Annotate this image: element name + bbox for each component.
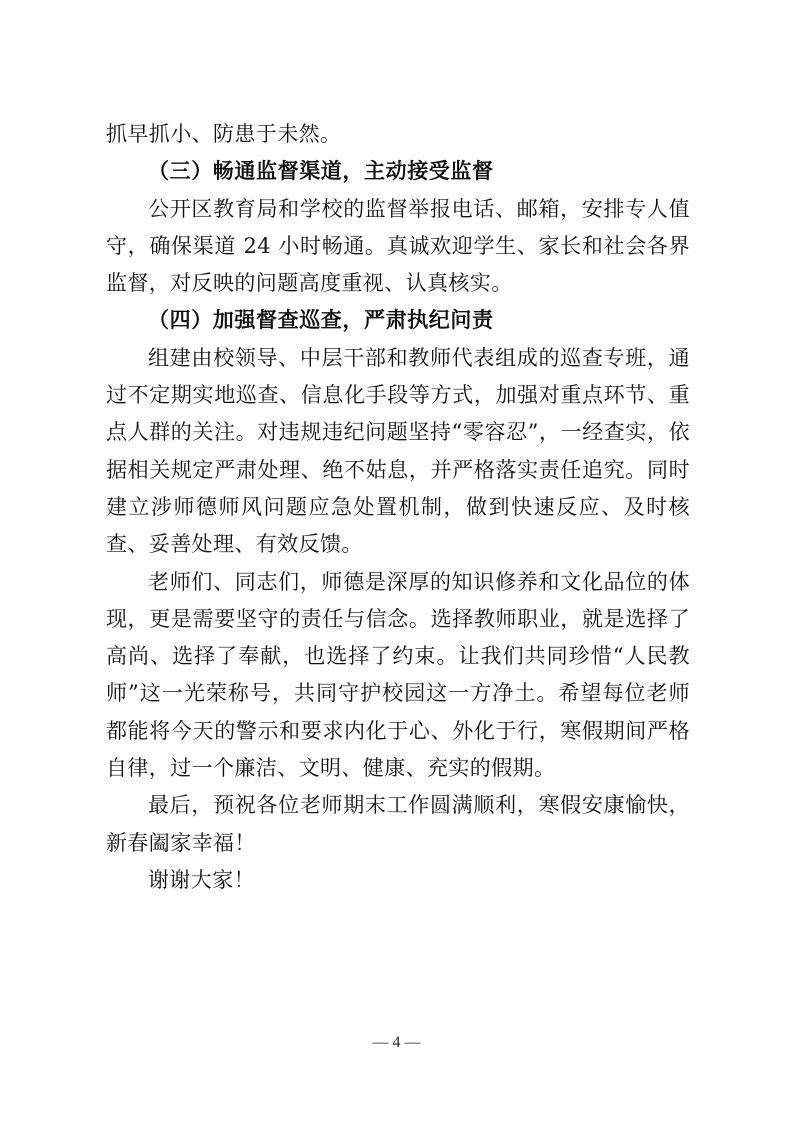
continuation-paragraph: 抓早抓小、防患于未然。 (106, 122, 342, 146)
document-body (106, 116, 690, 899)
section-paragraph-4: 组建由校领导、中层干部和教师代表组成的巡查专班，通过不定期实地巡查、信息化手段等方式，加强对重点环节、重点人群的关注。对违规违纪问题坚持“零容忍”，一经查实，依据相关规定严肃处理、绝不姑息，并严格落实责任追究。同时建立涉师德师风问题应急处置机制，做到快速反应、及时核查、妥善处理、有效反馈。 (106, 345, 690, 557)
page-number: — 4 — (372, 1034, 421, 1051)
section-paragraph-3: 公开区教育局和学校的监督举报电话、邮箱，安排专人值守，确保渠道 24 小时畅通。真诚欢迎学生、家长和社会各界监督，对反映的问题高度重视、认真核实。 (106, 196, 690, 296)
section-heading-3: （三）畅通监督渠道，主动接受监督 (148, 159, 494, 184)
section-heading-4: （四）加强督查巡查，严肃执纪问责 (148, 308, 494, 333)
closing-paragraph-1: 老师们、同志们，师德是深厚的知识修养和文化品位的体现，更是需要坚守的责任与信念。选择教师职业，就是选择了高尚、选择了奉献，也选择了约束。让我们共同珍惜“人民教师”这一光荣称号，共同守护校园这一方净土。希望每位老师都能将今天的警示和要求内化于心、外化于行，寒假期间严格自律，过一个廉洁、文明、健康、充实的假期。 (106, 569, 690, 781)
closing-paragraph-3: 谢谢大家！ (148, 867, 255, 892)
closing-paragraph-2: 最后，预祝各位老师期末工作圆满顺利，寒假安康愉快，新春阖家幸福！ (106, 793, 690, 855)
